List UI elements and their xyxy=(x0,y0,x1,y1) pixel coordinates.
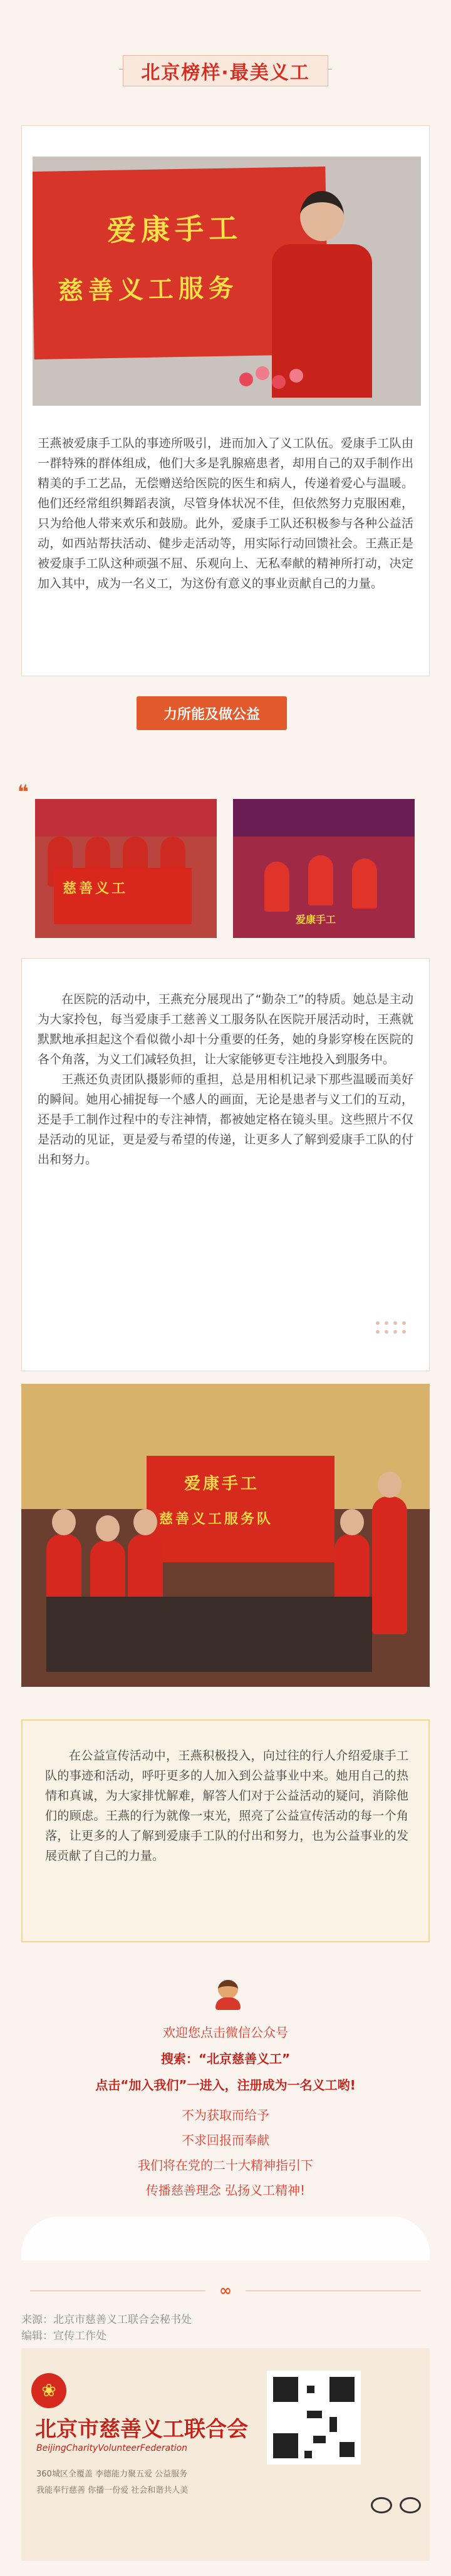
qr-module xyxy=(304,2451,312,2458)
follow-line-1: 欢迎您点击微信公众号 xyxy=(163,2025,288,2040)
section-heading-button[interactable]: 力所能及做公益 xyxy=(137,696,287,730)
flower xyxy=(256,366,269,380)
dot xyxy=(402,1330,406,1334)
divider-line xyxy=(246,2290,421,2291)
flower xyxy=(289,369,303,383)
dot xyxy=(376,1330,380,1334)
person-head xyxy=(96,1515,120,1542)
qr-module xyxy=(340,2442,355,2457)
story-paragraphs-2 xyxy=(38,989,413,1170)
dot xyxy=(393,1321,397,1325)
source-line: 来源：北京市慈善义工联合会秘书处 xyxy=(21,2314,192,2326)
follow-line-4: 不为获取而给予 xyxy=(182,2108,269,2123)
person-head xyxy=(133,1509,157,1535)
group-photo[interactable] xyxy=(21,1384,430,1687)
dot xyxy=(385,1321,388,1325)
bow-icon: ∞ xyxy=(219,2282,232,2299)
lens xyxy=(400,2497,421,2513)
cloud-decoration xyxy=(21,2217,430,2260)
banner-text-line1: 爱康手工 xyxy=(106,211,243,248)
follow-line-2: 搜索：“北京慈善义工” xyxy=(160,2051,291,2066)
dot xyxy=(385,1330,388,1334)
glasses-icon xyxy=(371,2492,427,2517)
federation-name: 北京市慈善义工联合会 xyxy=(35,2417,248,2442)
qr-module xyxy=(313,2436,326,2443)
avatar-head xyxy=(218,1980,238,1999)
red-banner xyxy=(147,1456,334,1562)
editor-line: 编辑：宣传工作处 xyxy=(21,2330,106,2342)
federation-name-en: BeijingCharityVolunteerFederation xyxy=(36,2443,188,2453)
person-head xyxy=(52,1509,76,1535)
footer-banner xyxy=(21,2348,430,2561)
volunteer-figure xyxy=(264,862,289,912)
qr-code[interactable] xyxy=(267,2371,361,2465)
story-paragraph-2b: 王燕还负责团队摄影师的重担，总是用相机记录下那些温暖而美好的瞬间。她用心捕捉每一个感人的画面，无论是患者与义工们的互动，还是手工制作过程中的专注神情，都被她定格在镜头里。这些照片不仅是活动的见证，更是爱与希望的传递，让更多人了解到爱康手工队的付出和努力。 xyxy=(38,1073,413,1167)
divider-line xyxy=(30,2290,205,2291)
page-header xyxy=(0,0,451,125)
flower xyxy=(239,373,253,386)
qr-finder xyxy=(273,2377,298,2402)
dot xyxy=(376,1321,380,1325)
qr-finder xyxy=(329,2377,355,2402)
avatar-body xyxy=(215,1997,241,2010)
qr-module xyxy=(329,2417,337,2432)
person-head xyxy=(300,191,344,241)
divider-ribbon xyxy=(30,2282,421,2300)
handmade-flowers xyxy=(239,366,314,391)
banner-text: 慈善义工 xyxy=(63,880,128,897)
banner-text-line1: 爱康手工 xyxy=(184,1475,260,1493)
story-paragraph-1: 王燕被爱康手工队的事迹所吸引，进而加入了义工队伍。爱康手工队由一群特殊的群体组成，他们大多是乳腺癌患者，却用自己的双手制作出精美的手工艺品，无偿赠送给医院的医生和病人，传递着爱心与温暖。他们还经常组织舞蹈表演，尽管身体状况不佳，但依然努力克服困难，只为给他人带来欢乐和鼓励。此外，爱康手工队还积极参与各种公益活动，如西站帮扶活动、健步走活动等，用实际行动回馈社会。王燕正是被爱康手工队这种顽强不屈、乐观向上、无私奉献的精神所打动，决定加入其中，成为一名义工，为这份有意义的事业贡献自己的力量。 xyxy=(38,436,413,590)
red-banner xyxy=(54,868,192,924)
lens xyxy=(371,2497,392,2513)
event-photo-left[interactable] xyxy=(35,799,217,938)
qr-module xyxy=(307,2386,314,2393)
quote-icon: ❝ xyxy=(18,781,29,803)
volunteer-figure xyxy=(372,1497,407,1634)
volunteer-avatar-icon xyxy=(215,1980,241,2010)
page-title: 北京榜样·最美义工 xyxy=(123,55,328,86)
stage-backdrop xyxy=(233,799,415,837)
banner-text: 爱康手工 xyxy=(296,914,336,925)
decorative-dots xyxy=(376,1321,432,1346)
volunteer-figure xyxy=(308,855,333,905)
story-paragraph-3: 在公益宣传活动中，王燕积极投入，向过往的行人介绍爱康手工队的事迹和活动，呼吁更多的人加入到公益事业中来。她用自己的热情和真诚，为大家排忧解难，解答人们对于公益活动的疑问，消除他们的顾虑。王燕的行为就像一束光，照亮了公益宣传活动的每一个角落，让更多的人了解到爱康手工队的付出和努力，也为公益事业的发展贡献了自己的力量。 xyxy=(45,1749,408,1863)
federation-logo-icon: ❀ xyxy=(31,2373,66,2408)
qr-finder xyxy=(273,2433,298,2458)
footer-slogan-1: 360城区全覆盖 李德能力聚五爱 公益服务 xyxy=(36,2470,188,2479)
follow-line-7: 传播慈善理念 弘扬义工精神! xyxy=(145,2183,306,2198)
stage-backdrop xyxy=(35,799,217,837)
qr-module xyxy=(307,2411,322,2418)
dot xyxy=(393,1330,397,1334)
person-head xyxy=(378,1471,402,1498)
banner-text-line2: 慈善义工服务队 xyxy=(159,1511,274,1527)
footer-slogan-2: 我能奉行慈善 你播一份爱 社会和谐共人美 xyxy=(36,2486,189,2495)
volunteer-figure xyxy=(352,858,377,909)
dot xyxy=(402,1321,406,1325)
follow-line-5: 不求回报而奉献 xyxy=(182,2133,269,2148)
follow-line-3: 点击“加入我们”一进入，注册成为一名义工哟! xyxy=(95,2078,356,2093)
craft-table xyxy=(46,1597,372,1672)
volunteer-portrait-photo[interactable] xyxy=(33,157,421,406)
flower xyxy=(272,375,286,389)
banner-text-line2: 慈善义工服务 xyxy=(58,273,239,306)
event-photo-right[interactable] xyxy=(233,799,415,938)
story-paragraph-2a: 在医院的活动中，王燕充分展现出了“勤杂工”的特质。她总是主动为大家拎包，每当爱康手工慈善义工服务队在医院开展活动时，王燕就默默地承担起这个看似微小却十分重要的任务，她的身影穿梭在医院的各个角落，为义工们减轻负担，让大家能够更专注地投入到服务中。 xyxy=(38,992,413,1066)
follow-line-6: 我们将在党的二十大精神指引下 xyxy=(138,2158,313,2173)
person-head xyxy=(340,1509,364,1535)
